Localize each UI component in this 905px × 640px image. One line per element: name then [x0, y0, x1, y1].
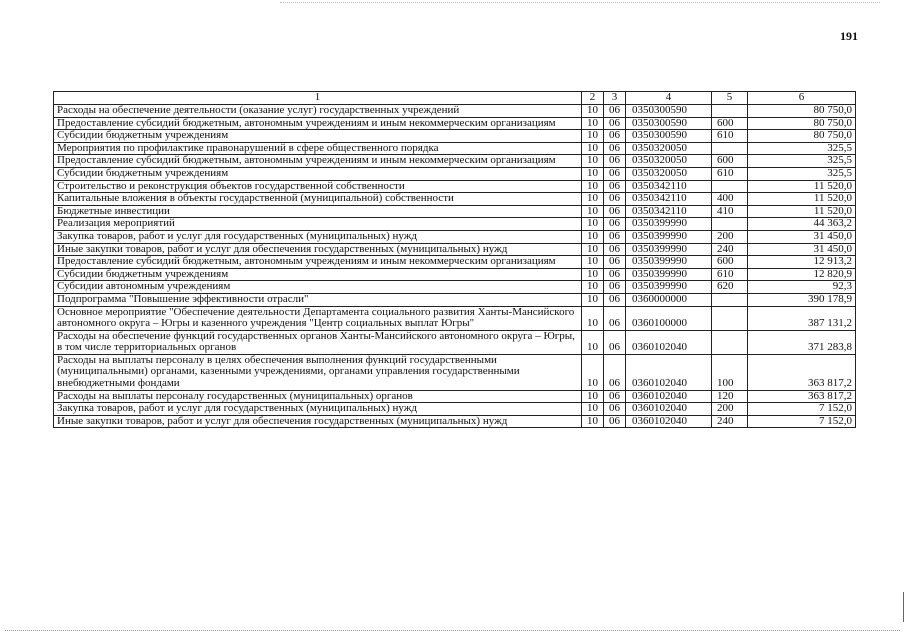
table-row [54, 130, 856, 143]
table-cell-section: 10 [582, 155, 604, 168]
table-cell-name: Мероприятия по профилактике правонарушений в сфере общественного порядка [54, 142, 582, 155]
page-number: 191 [840, 29, 858, 43]
table-row [54, 243, 856, 256]
table-row [54, 330, 856, 354]
column-header-name: 1 [54, 92, 582, 105]
table-cell-amount: 7 152,0 [748, 403, 856, 416]
table-cell-name: Расходы на обеспечение функций государственных органов Ханты-Мансийского автономного округа – Югры, в том числе территориальных органов [54, 330, 582, 354]
table-cell-code: 0360102040 [626, 354, 712, 390]
table-cell-code: 0360000000 [626, 293, 712, 306]
table-cell-subsection: 06 [604, 218, 626, 231]
table-cell-subsection: 06 [604, 268, 626, 281]
table-cell-type: 200 [712, 403, 748, 416]
table-cell-type: 610 [712, 130, 748, 143]
budget-table [53, 91, 856, 428]
column-header-amount: 6 [748, 92, 856, 105]
column-header-type: 5 [712, 92, 748, 105]
table-cell-section: 10 [582, 205, 604, 218]
table-row [54, 354, 856, 390]
table-cell-code: 0350300590 [626, 105, 712, 118]
table-cell-type: 600 [712, 117, 748, 130]
table-cell-section: 10 [582, 415, 604, 428]
table-cell-name: Основное мероприятие "Обеспечение деятельности Департамента социального развития Ханты-Мансийского автономного округа – Югры и казенного учреждения "Центр социальных выплат Югры" [54, 306, 582, 330]
table-cell-type: 100 [712, 354, 748, 390]
table-cell-code: 0350342110 [626, 193, 712, 206]
table-row [54, 155, 856, 168]
table-cell-name: Предоставление субсидий бюджетным, автономным учреждениям и иным некоммерческим организациям [54, 117, 582, 130]
table-cell-section: 10 [582, 293, 604, 306]
table-header-row [54, 92, 856, 105]
table-cell-code: 0360102040 [626, 403, 712, 416]
table-row [54, 205, 856, 218]
table-cell-amount: 325,5 [748, 155, 856, 168]
table-cell-name: Предоставление субсидий бюджетным, автономным учреждениям и иным некоммерческим организациям [54, 155, 582, 168]
table-cell-amount: 325,5 [748, 167, 856, 180]
table-cell-name: Реализация мероприятий [54, 218, 582, 231]
table-row [54, 415, 856, 428]
table-cell-section: 10 [582, 330, 604, 354]
table-cell-amount: 387 131,2 [748, 306, 856, 330]
table-cell-subsection: 06 [604, 130, 626, 143]
table-cell-code: 0350399990 [626, 243, 712, 256]
table-row [54, 306, 856, 330]
table-cell-subsection: 06 [604, 205, 626, 218]
table-cell-code: 0360102040 [626, 330, 712, 354]
table-cell-type [712, 306, 748, 330]
column-header-section: 2 [582, 92, 604, 105]
table-cell-subsection: 06 [604, 117, 626, 130]
table-cell-section: 10 [582, 306, 604, 330]
table-cell-subsection: 06 [604, 354, 626, 390]
table-cell-type [712, 293, 748, 306]
table-row [54, 218, 856, 231]
table-cell-subsection: 06 [604, 390, 626, 403]
table-row [54, 142, 856, 155]
table-cell-amount: 7 152,0 [748, 415, 856, 428]
table-cell-name: Капитальные вложения в объекты государственной (муниципальной) собственности [54, 193, 582, 206]
table-cell-subsection: 06 [604, 415, 626, 428]
table-cell-code: 0360102040 [626, 415, 712, 428]
table-cell-code: 0360102040 [626, 390, 712, 403]
table-cell-subsection: 06 [604, 306, 626, 330]
table-cell-type: 410 [712, 205, 748, 218]
table-cell-type: 400 [712, 193, 748, 206]
table-cell-code: 0350399990 [626, 268, 712, 281]
table-cell-amount: 80 750,0 [748, 117, 856, 130]
table-cell-subsection: 06 [604, 281, 626, 294]
column-header-subsection: 3 [604, 92, 626, 105]
table-cell-amount: 80 750,0 [748, 105, 856, 118]
table-cell-type [712, 218, 748, 231]
table-row [54, 193, 856, 206]
table-cell-code: 0360100000 [626, 306, 712, 330]
table-cell-section: 10 [582, 268, 604, 281]
scan-artifact-bottom [5, 630, 900, 632]
table-cell-amount: 11 520,0 [748, 180, 856, 193]
table-cell-amount: 11 520,0 [748, 193, 856, 206]
table-cell-section: 10 [582, 281, 604, 294]
table-cell-amount: 31 450,0 [748, 243, 856, 256]
table-cell-subsection: 06 [604, 193, 626, 206]
table-cell-amount: 12 913,2 [748, 256, 856, 269]
table-cell-amount: 92,3 [748, 281, 856, 294]
scan-artifact-top [280, 2, 880, 4]
table-cell-type [712, 180, 748, 193]
table-cell-subsection: 06 [604, 105, 626, 118]
table-cell-type: 240 [712, 243, 748, 256]
table-cell-section: 10 [582, 218, 604, 231]
table-cell-code: 0350320050 [626, 142, 712, 155]
table-cell-section: 10 [582, 230, 604, 243]
table-cell-name: Подпрограмма "Повышение эффективности отрасли" [54, 293, 582, 306]
table-cell-code: 0350342110 [626, 180, 712, 193]
table-cell-type: 620 [712, 281, 748, 294]
table-cell-section: 10 [582, 354, 604, 390]
table-cell-type [712, 142, 748, 155]
table-cell-name: Субсидии бюджетным учреждениям [54, 130, 582, 143]
table-cell-section: 10 [582, 403, 604, 416]
table-cell-amount: 363 817,2 [748, 390, 856, 403]
table-cell-code: 0350399990 [626, 218, 712, 231]
table-cell-code: 0350342110 [626, 205, 712, 218]
table-cell-amount: 31 450,0 [748, 230, 856, 243]
table-cell-type [712, 330, 748, 354]
table-cell-amount: 371 283,8 [748, 330, 856, 354]
table-cell-section: 10 [582, 130, 604, 143]
table-cell-amount: 363 817,2 [748, 354, 856, 390]
table-cell-code: 0350399990 [626, 256, 712, 269]
table-row [54, 281, 856, 294]
table-cell-type: 200 [712, 230, 748, 243]
table-cell-name: Субсидии автономным учреждениям [54, 281, 582, 294]
table-cell-subsection: 06 [604, 293, 626, 306]
table-cell-type: 610 [712, 268, 748, 281]
table-cell-subsection: 06 [604, 167, 626, 180]
table-row [54, 268, 856, 281]
table-cell-amount: 80 750,0 [748, 130, 856, 143]
table-cell-section: 10 [582, 105, 604, 118]
table-cell-name: Закупка товаров, работ и услуг для государственных (муниципальных) нужд [54, 230, 582, 243]
table-cell-code: 0350399990 [626, 281, 712, 294]
table-cell-section: 10 [582, 243, 604, 256]
table-cell-name: Расходы на выплаты персоналу в целях обеспечения выполнения функций государственными (муниципальными) органами, казенными учреждениями, органами управления государственными внебюджетными фондами [54, 354, 582, 390]
table-cell-section: 10 [582, 180, 604, 193]
table-row [54, 256, 856, 269]
table-row [54, 180, 856, 193]
table-cell-subsection: 06 [604, 155, 626, 168]
table-cell-section: 10 [582, 167, 604, 180]
table-row [54, 293, 856, 306]
table-cell-subsection: 06 [604, 330, 626, 354]
table-cell-subsection: 06 [604, 142, 626, 155]
table-cell-name: Субсидии бюджетным учреждениям [54, 167, 582, 180]
table-row [54, 167, 856, 180]
table-cell-section: 10 [582, 142, 604, 155]
table-cell-code: 0350320050 [626, 155, 712, 168]
table-cell-type [712, 105, 748, 118]
table-cell-amount: 390 178,9 [748, 293, 856, 306]
table-cell-name: Закупка товаров, работ и услуг для государственных (муниципальных) нужд [54, 403, 582, 416]
table-cell-type: 600 [712, 155, 748, 168]
table-row [54, 230, 856, 243]
table-cell-section: 10 [582, 256, 604, 269]
table-cell-code: 0350399990 [626, 230, 712, 243]
table-cell-subsection: 06 [604, 256, 626, 269]
table-cell-name: Расходы на выплаты персоналу государственных (муниципальных) органов [54, 390, 582, 403]
table-row [54, 390, 856, 403]
table-cell-section: 10 [582, 193, 604, 206]
table-cell-code: 0350300590 [626, 130, 712, 143]
table-cell-amount: 44 363,2 [748, 218, 856, 231]
table-cell-subsection: 06 [604, 243, 626, 256]
table-cell-subsection: 06 [604, 403, 626, 416]
table-cell-amount: 11 520,0 [748, 205, 856, 218]
table-row [54, 403, 856, 416]
table-cell-name: Строительство и реконструкция объектов государственной собственности [54, 180, 582, 193]
table-cell-subsection: 06 [604, 230, 626, 243]
table-cell-type: 600 [712, 256, 748, 269]
table-cell-name: Иные закупки товаров, работ и услуг для обеспечения государственных (муниципальных) нужд [54, 243, 582, 256]
table-cell-type: 240 [712, 415, 748, 428]
table-cell-section: 10 [582, 117, 604, 130]
table-cell-name: Иные закупки товаров, работ и услуг для обеспечения государственных (муниципальных) нужд [54, 415, 582, 428]
table-row [54, 105, 856, 118]
table-cell-name: Бюджетные инвестиции [54, 205, 582, 218]
table-cell-code: 0350300590 [626, 117, 712, 130]
table-cell-amount: 12 820,9 [748, 268, 856, 281]
scan-edge-mark [903, 592, 904, 622]
column-header-code: 4 [626, 92, 712, 105]
table-cell-subsection: 06 [604, 180, 626, 193]
table-cell-type: 120 [712, 390, 748, 403]
table-cell-name: Субсидии бюджетным учреждениям [54, 268, 582, 281]
table-cell-name: Расходы на обеспечение деятельности (оказание услуг) государственных учреждений [54, 105, 582, 118]
table-row [54, 117, 856, 130]
table-cell-type: 610 [712, 167, 748, 180]
table-cell-section: 10 [582, 390, 604, 403]
table-cell-name: Предоставление субсидий бюджетным, автономным учреждениям и иным некоммерческим организациям [54, 256, 582, 269]
table-cell-amount: 325,5 [748, 142, 856, 155]
table-cell-code: 0350320050 [626, 167, 712, 180]
